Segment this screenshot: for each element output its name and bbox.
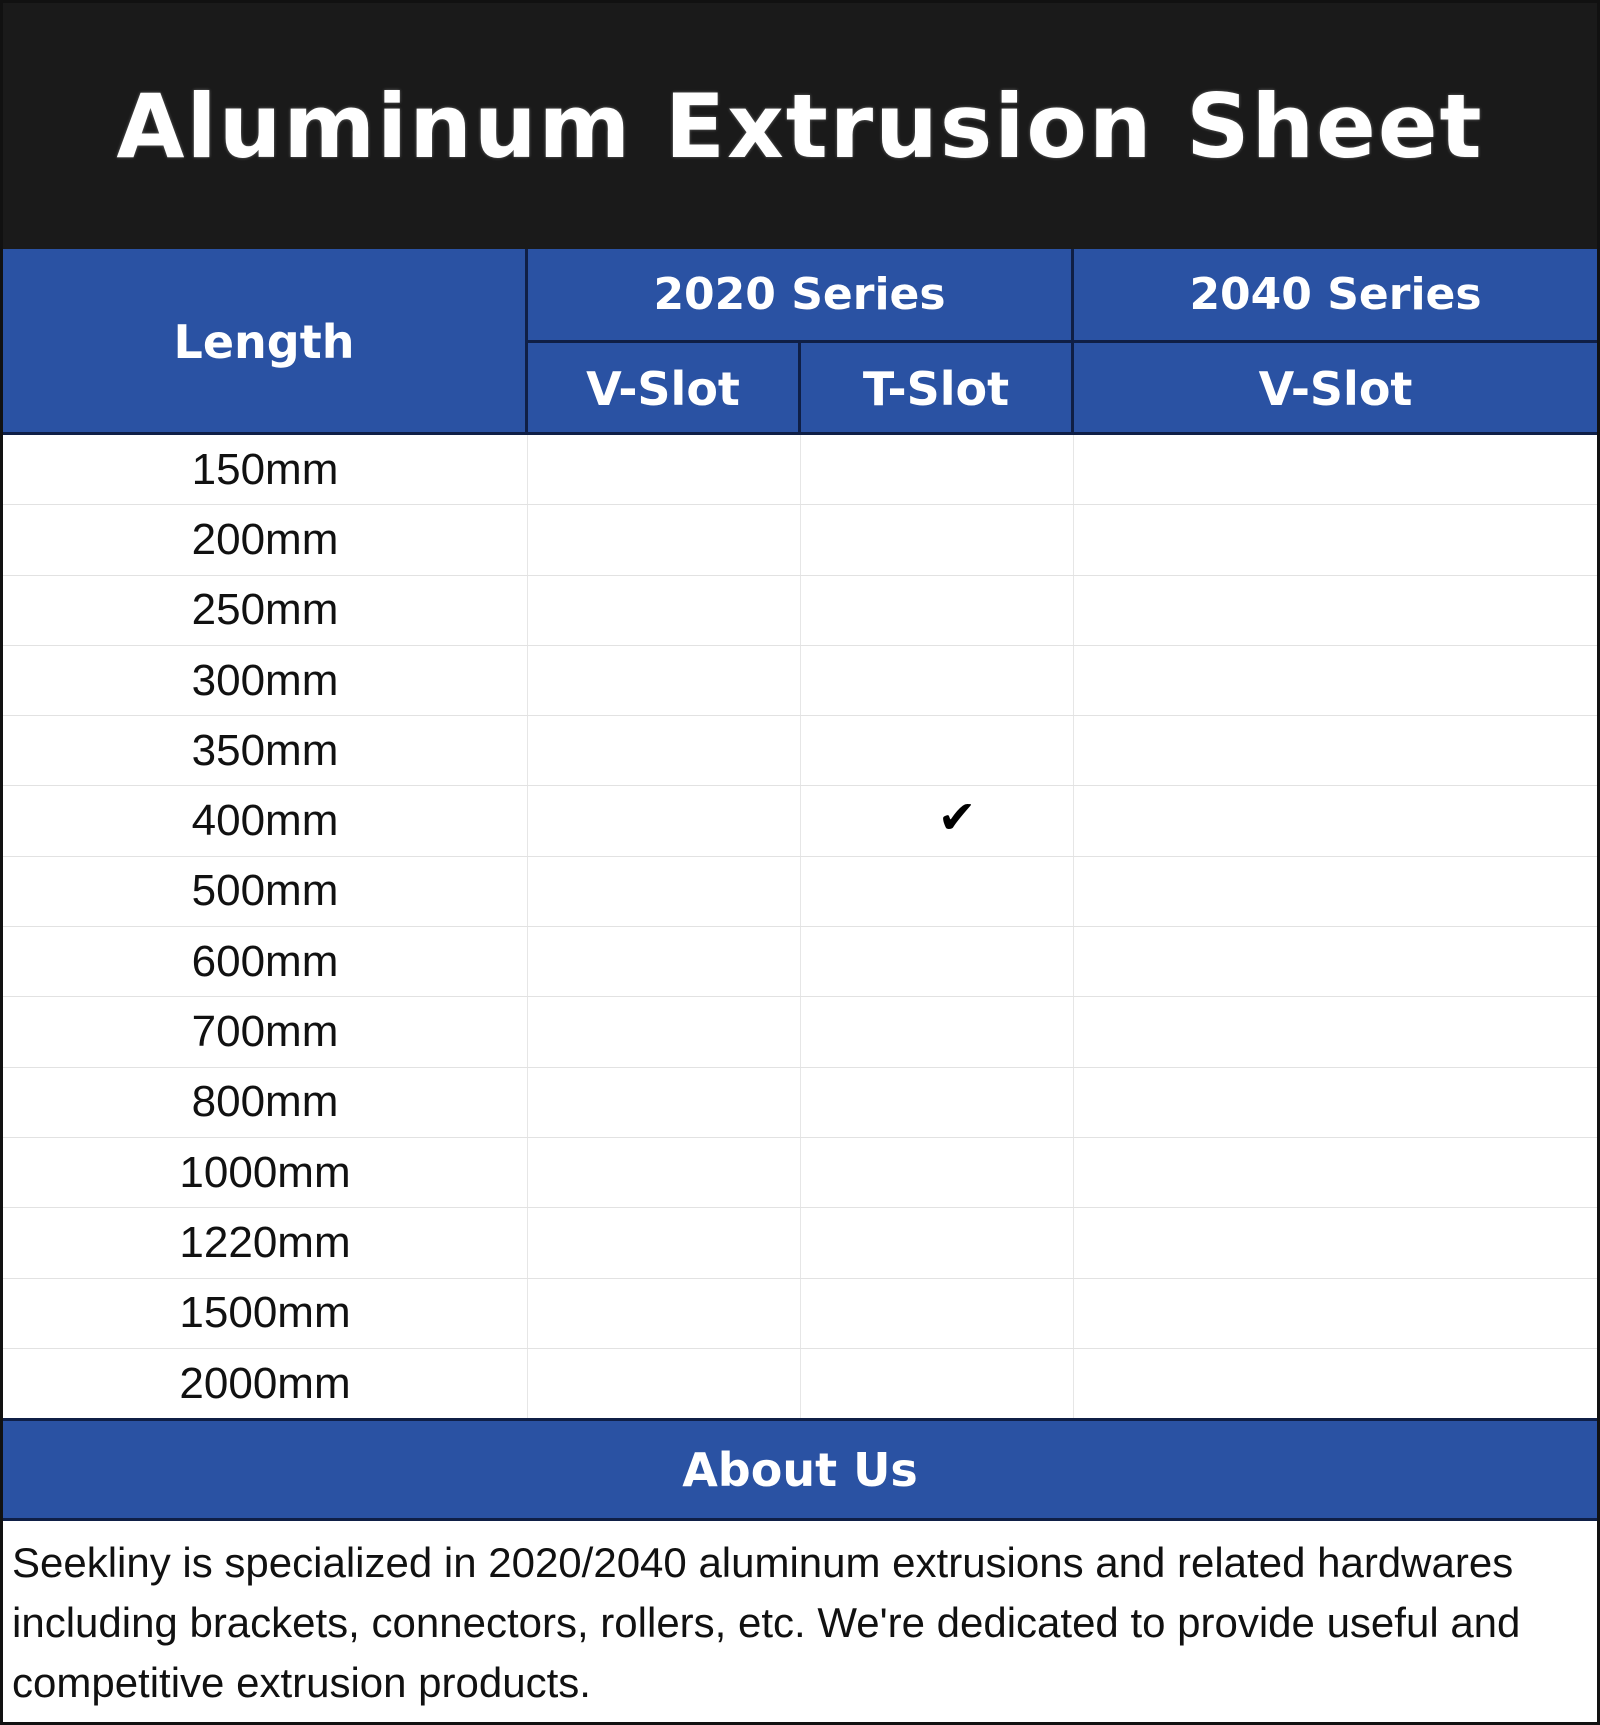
v-slot-2040-cell[interactable] (1074, 1279, 1597, 1348)
v-slot-2040-cell[interactable] (1074, 786, 1597, 855)
length-cell: 700mm (3, 997, 528, 1066)
length-cell: 500mm (3, 857, 528, 926)
v-slot-2040-cell[interactable] (1074, 1349, 1597, 1418)
length-table-body (3, 435, 1597, 1419)
t-slot-2020-cell[interactable] (801, 857, 1074, 926)
v-slot-2020-cell[interactable] (528, 1208, 801, 1277)
table-row (3, 1208, 1597, 1278)
v-slot-2020-cell[interactable] (528, 1349, 801, 1418)
title-bar (3, 3, 1597, 249)
about-us-text: Seekliny is specialized in 2020/2040 aluminum extrusions and related hardwares including brackets, connectors, rollers, etc. We're dedicated to provide useful and competitive extrusion products. (12, 1539, 1521, 1706)
header-2020-v-slot: V-Slot (528, 343, 801, 434)
v-slot-2020-cell[interactable] (528, 1279, 801, 1348)
v-slot-2040-cell[interactable] (1074, 435, 1597, 504)
t-slot-2020-cell[interactable] (801, 927, 1074, 996)
t-slot-2020-cell[interactable] (801, 1068, 1074, 1137)
v-slot-2040-cell[interactable] (1074, 1068, 1597, 1137)
table-row (3, 1349, 1597, 1419)
t-slot-2020-cell[interactable] (801, 646, 1074, 715)
table-row (3, 716, 1597, 786)
table-row (3, 786, 1597, 856)
table-row (3, 646, 1597, 716)
check-mark-icon: ✔ (937, 790, 977, 845)
length-cell: 600mm (3, 927, 528, 996)
v-slot-2020-cell[interactable] (528, 716, 801, 785)
header-length: Length (3, 249, 528, 434)
v-slot-2020-cell[interactable] (528, 857, 801, 926)
header-2040-series: 2040 Series (1074, 249, 1597, 343)
t-slot-2020-cell[interactable] (801, 1138, 1074, 1207)
t-slot-2020-cell[interactable] (801, 1349, 1074, 1418)
length-cell: 800mm (3, 1068, 528, 1137)
length-cell: 350mm (3, 716, 528, 785)
t-slot-2020-cell[interactable] (801, 786, 1074, 855)
v-slot-2020-cell[interactable] (528, 786, 801, 855)
header-2020-t-slot: T-Slot (801, 343, 1074, 434)
v-slot-2020-cell[interactable] (528, 505, 801, 574)
length-cell: 400mm (3, 786, 528, 855)
length-cell: 1220mm (3, 1208, 528, 1277)
table-row (3, 505, 1597, 575)
v-slot-2020-cell[interactable] (528, 435, 801, 504)
v-slot-2020-cell[interactable] (528, 1068, 801, 1137)
length-cell: 150mm (3, 435, 528, 504)
table-row (3, 1279, 1597, 1349)
v-slot-2020-cell[interactable] (528, 997, 801, 1066)
table-row (3, 576, 1597, 646)
v-slot-2040-cell[interactable] (1074, 1138, 1597, 1207)
sheet-title: Aluminum Extrusion Sheet (116, 74, 1484, 178)
header-2020-series: 2020 Series (528, 249, 1074, 343)
v-slot-2040-cell[interactable] (1074, 857, 1597, 926)
table-row (3, 1138, 1597, 1208)
t-slot-2020-cell[interactable] (801, 1208, 1074, 1277)
table-row (3, 435, 1597, 505)
table-row (3, 927, 1597, 997)
v-slot-2040-cell[interactable] (1074, 716, 1597, 785)
about-us-bar (3, 1418, 1597, 1521)
length-cell: 1000mm (3, 1138, 528, 1207)
v-slot-2040-cell[interactable] (1074, 646, 1597, 715)
length-cell: 250mm (3, 576, 528, 645)
v-slot-2020-cell[interactable] (528, 1138, 801, 1207)
header-2040-v-slot: V-Slot (1074, 343, 1597, 434)
length-cell: 200mm (3, 505, 528, 574)
v-slot-2020-cell[interactable] (528, 646, 801, 715)
table-row (3, 997, 1597, 1067)
v-slot-2040-cell[interactable] (1074, 576, 1597, 645)
v-slot-2020-cell[interactable] (528, 927, 801, 996)
v-slot-2020-cell[interactable] (528, 576, 801, 645)
t-slot-2020-cell[interactable] (801, 576, 1074, 645)
t-slot-2020-cell[interactable] (801, 435, 1074, 504)
length-cell: 2000mm (3, 1349, 528, 1418)
t-slot-2020-cell[interactable] (801, 1279, 1074, 1348)
table-row (3, 857, 1597, 927)
v-slot-2040-cell[interactable] (1074, 927, 1597, 996)
v-slot-2040-cell[interactable] (1074, 1208, 1597, 1277)
t-slot-2020-cell[interactable] (801, 505, 1074, 574)
t-slot-2020-cell[interactable] (801, 716, 1074, 785)
v-slot-2040-cell[interactable] (1074, 505, 1597, 574)
length-cell: 300mm (3, 646, 528, 715)
v-slot-2040-cell[interactable] (1074, 997, 1597, 1066)
about-us-title: About Us (682, 1442, 918, 1497)
table-row (3, 1068, 1597, 1138)
length-cell: 1500mm (3, 1279, 528, 1348)
t-slot-2020-cell[interactable] (801, 997, 1074, 1066)
